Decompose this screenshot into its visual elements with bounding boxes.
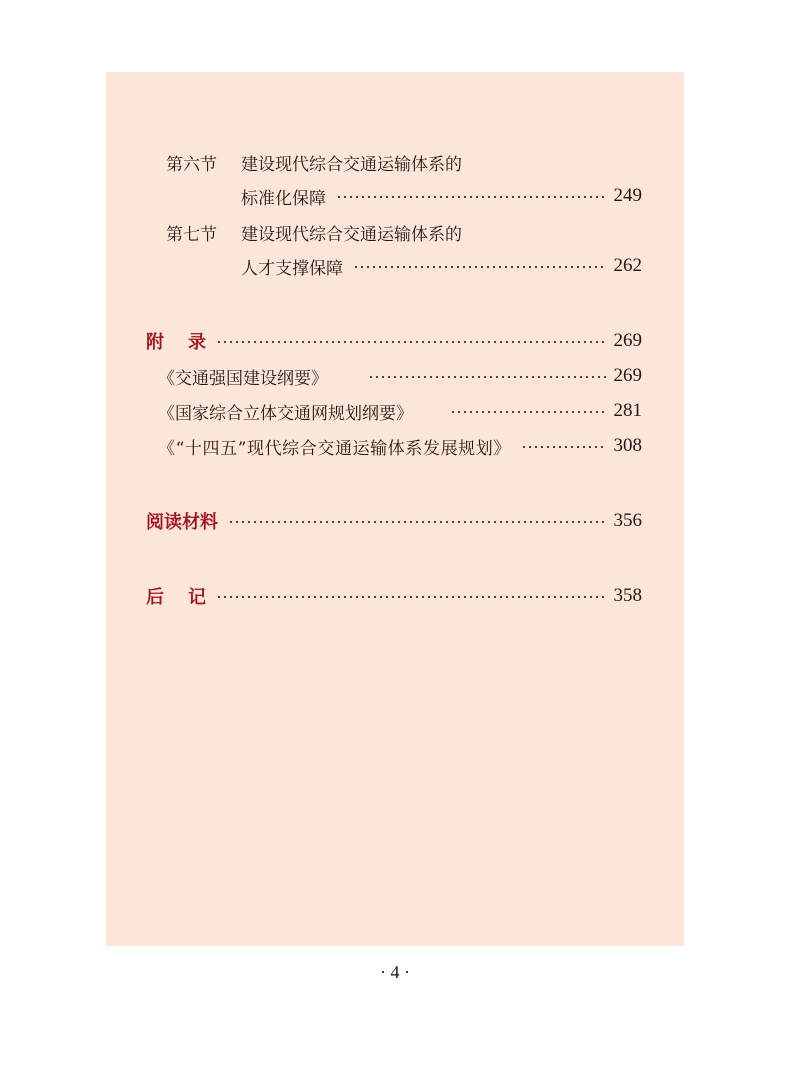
dot-leader <box>450 411 606 413</box>
toc-section-7-line2[interactable] <box>241 251 642 281</box>
appendix-heading-char2: 录 <box>188 332 206 353</box>
section-title: 建设现代综合交通运输体系的 <box>241 224 462 245</box>
page-number: 358 <box>613 585 642 606</box>
afterword-heading-char1: 后 <box>146 587 164 608</box>
dot-leader <box>216 341 606 343</box>
dot-leader <box>228 521 606 523</box>
page-number: 249 <box>613 185 642 206</box>
toc-section-7-line1[interactable] <box>166 217 642 247</box>
toc-appendix-item[interactable] <box>158 396 642 426</box>
appendix-item-title: 《交通强国建设纲要》 <box>158 368 328 389</box>
appendix-heading-char1: 附 <box>146 332 164 353</box>
page-number: 262 <box>613 255 642 276</box>
dot-leader <box>521 446 606 448</box>
appendix-item-title: 《“十四五”现代综合交通运输体系发展规划》 <box>158 438 511 459</box>
afterword-heading <box>146 583 206 609</box>
toc-section-6-line1[interactable] <box>166 147 642 177</box>
toc-appendix-item[interactable] <box>158 361 642 391</box>
page-folio: · 4 · <box>380 962 410 982</box>
toc-afterword[interactable] <box>146 581 642 611</box>
dot-leader <box>353 266 606 268</box>
afterword-heading-char2: 记 <box>188 587 206 608</box>
section-title: 建设现代综合交通运输体系的 <box>241 154 462 175</box>
toc-reading-materials[interactable] <box>146 506 642 536</box>
page-number: 269 <box>613 365 642 386</box>
toc-section-6-line2[interactable] <box>241 181 642 211</box>
toc-appendix[interactable] <box>146 326 642 356</box>
section-title-cont: 标准化保障 <box>241 188 326 209</box>
page-number: 281 <box>613 400 642 421</box>
reading-heading: 阅读材料 <box>146 512 218 533</box>
section-title-cont: 人才支撑保障 <box>241 258 343 279</box>
section-label: 第七节 <box>166 224 217 245</box>
dot-leader <box>368 376 606 378</box>
dot-leader <box>216 596 606 598</box>
section-label: 第六节 <box>166 154 217 175</box>
toc-appendix-item[interactable] <box>158 431 642 461</box>
appendix-heading <box>146 328 206 354</box>
page-number: 356 <box>613 510 642 531</box>
dot-leader <box>336 196 606 198</box>
appendix-item-title: 《国家综合立体交通网规划纲要》 <box>158 403 413 424</box>
page-number: 308 <box>613 435 642 456</box>
page-number: 269 <box>613 330 642 351</box>
